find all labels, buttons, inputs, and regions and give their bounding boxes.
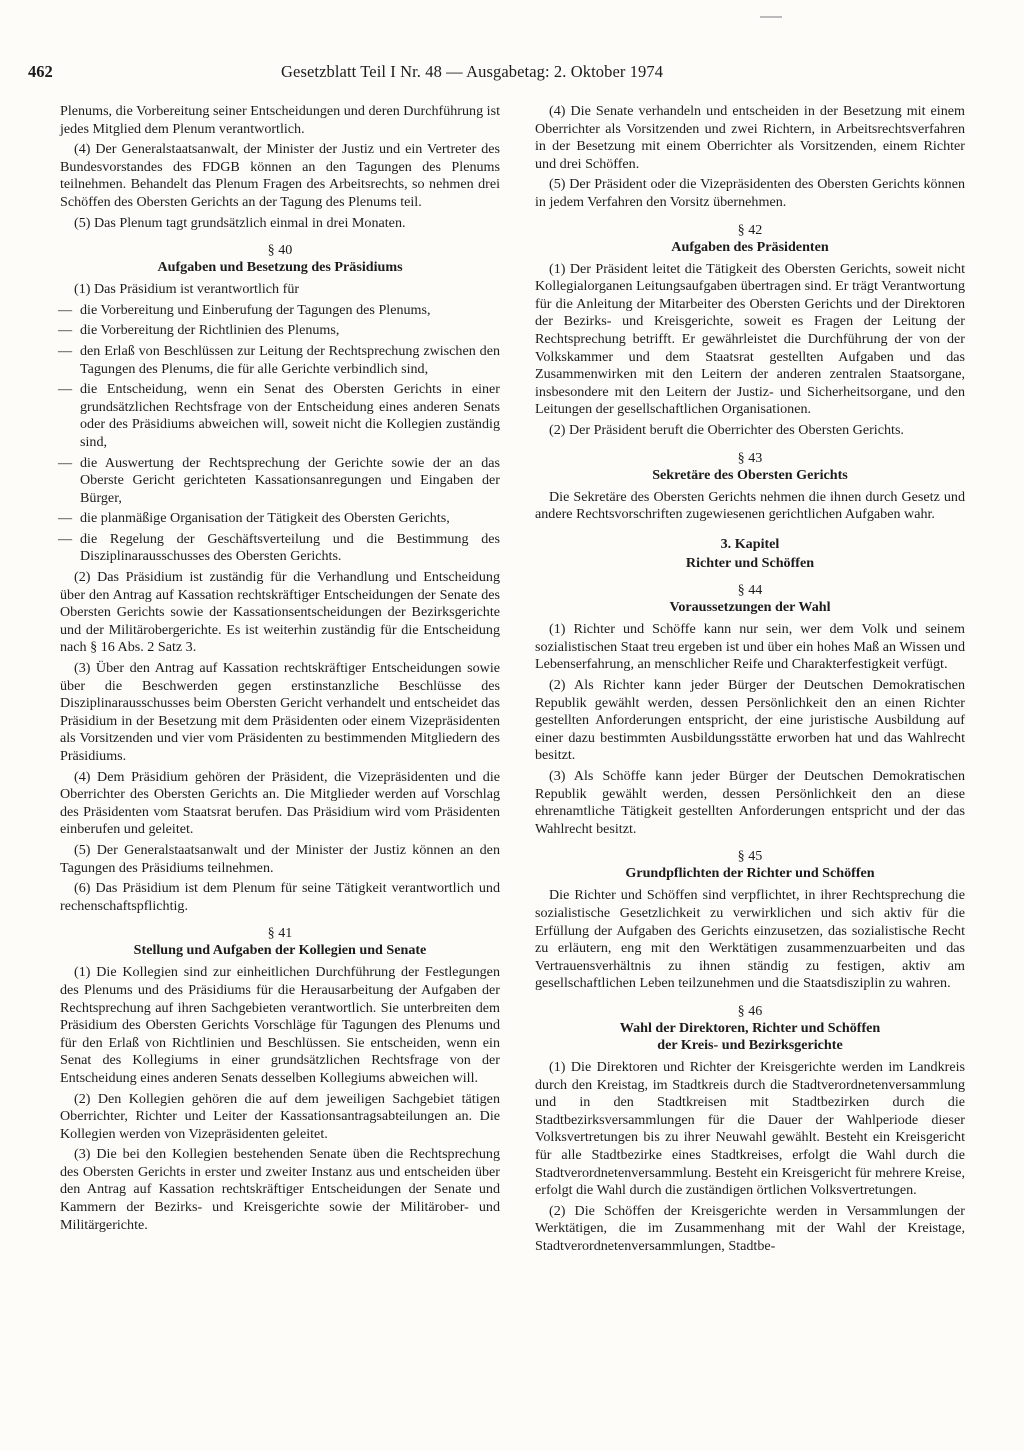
section-title-continued: der Kreis- und Bezirksgerichte [657,1036,843,1053]
section-title: Wahl der Direktoren, Richter und Schöffen [619,1019,881,1036]
dash-marker: — [58,322,73,339]
paragraph: (2) Das Präsidium ist zuständig für die Verhandlung und Entscheidung über den Antrag auf Kassation rechtskräftiger Entscheidungen der Senate des Obersten Gerichts sowie der Kassationsentscheidungen der Bezirksgerichte und der Militärobergerichte. Es ist weiterhin zuständig für die Entscheidung nach § 16 Abs. 2 Satz 3. [60,569,500,656]
section-title: Aufgaben des Präsidenten [671,238,829,255]
list-item [60,343,500,378]
paragraph: (2) Als Richter kann jeder Bürger der Deutschen Demokratischen Republik gewählt werden, dessen Persönlichkeit den an einen Richter gestellten Anforderungen entspricht, der eine juristische Ausbildung auf einer dazu bestimmten Ausbildungsstätte erworben hat und das Wahlrecht besitzt. [535,677,965,764]
list-item [60,322,500,340]
section-number: § 44 [737,582,763,599]
section-title: Voraussetzungen der Wahl [669,599,831,616]
section-title: Stellung und Aufgaben der Kollegien und Senate [133,942,427,959]
dash-marker: — [58,381,73,398]
dash-marker: — [58,301,73,318]
paragraph: Die Richter und Schöffen sind verpflichtet, in ihrer Rechtsprechung die sozialistische Gesetzlichkeit zu verwirklichen und sich aktiv für die Erfüllung der Aufgaben des Gerichts einzusetzen, das sozialistische Recht zu erläutern, eng mit den Werktätigen zusammenzuarbeiten und das Vertrauensverhältnis zu ihnen ständig zu festigen, aktiv am gesellschaftlichen Leben teilzunehmen und die Staatsdisziplin zu wahren. [535,887,965,992]
paragraph: (1) Richter und Schöffe kann nur sein, wer dem Volk und seinem sozialistischen Staat treu ergeben ist und über ein hohes Maß an Wissen und Lebenserfahrung, an menschlicher Reife und Charakterfestigkeit verfügt. [535,621,965,673]
paragraph: Die Sekretäre des Obersten Gerichts nehmen die ihnen durch Gesetz und andere Rechtsvorschriften zugewiesenen gerichtlichen Aufgaben wahr. [535,488,965,523]
paragraph: (5) Das Plenum tagt grundsätzlich einmal in drei Monaten. [74,214,406,231]
left-column [60,103,500,1237]
section-title: Sekretäre des Obersten Gerichts [652,466,848,483]
header-title: Gesetzblatt Teil I Nr. 48 — Ausgabetag: 2. Oktober 1974 [281,62,664,81]
paragraph: (4) Die Senate verhandeln und entscheiden in der Besetzung mit einem Oberrichter als Vorsitzenden und zwei Richtern, in Arbeitsrechtsverfahren in der Besetzung mit einem Oberrichter als Vorsitzenden, einem Richter und drei Schöffen. [535,103,965,172]
dash-marker: — [58,530,73,547]
dash-marker: — [58,510,73,527]
section-number: § 42 [737,221,763,238]
chapter-number: 3. Kapitel [720,535,780,552]
list-item [60,455,500,508]
list-item [60,531,500,566]
paragraph: (3) Als Schöffe kann jeder Bürger der Deutschen Demokratischen Republik gewählt werden, dessen Persönlichkeit den an diese ehrenamtliche Tätigkeit gestellten Anforderungen entspricht und der das Wahlrecht besitzt. [535,768,965,837]
section-number: § 41 [267,925,293,942]
paragraph: (3) Die bei den Kollegien bestehenden Senate üben die Rechtsprechung des Obersten Gerichts in erster und zweiter Instanz aus und entscheiden über den Antrag auf Kassation rechtskräftiger Entscheidungen der Senate und Kammern der Bezirks- und Kreisgerichte sowie der Militärober- und Militärgerichte. [60,1146,500,1233]
list-item [60,510,500,528]
paragraph: (2) Die Schöffen der Kreisgerichte werden in Versammlungen der Werktätigen, die im Zusammenhang mit der Wahl der Kreistage, Stadtverordnetenversammlungen, Stadtbe- [535,1202,965,1254]
paragraph: (4) Der Generalstaatsanwalt, der Minister der Justiz und ein Vertreter des Bundesvorstandes des FDGB können an den Tagungen des Plenums teilnehmen. Behandelt das Plenum Fragen des Arbeitsrechts, so nehmen drei Schöffen des Obersten Gerichts an der Tagung des Plenums teil. [60,141,500,210]
section-number: § 40 [267,242,293,259]
page-number: 462 [28,62,53,81]
list-item-text: die Vorbereitung der Richtlinien des Plenums, [80,322,340,339]
dash-marker: — [58,454,73,471]
list-item-text: die Vorbereitung und Einberufung der Tagungen des Plenums, [80,301,431,318]
paragraph: (4) Dem Präsidium gehören der Präsident, die Vizepräsidenten und die Oberrichter des Obersten Gerichts an. Die Mitglieder werden auf Vorschlag des Präsidenten vom Staatsrat berufen. Das Präsidium wird vom Präsidenten einberufen und geleitet. [60,768,500,838]
section-number: § 46 [737,1002,763,1019]
paragraph: (3) Über den Antrag auf Kassation rechtskräftiger Entscheidungen sowie über die Beschwerden gegen erstinstanzliche Beschlüsse des Disziplinarausschusses beim Obersten Gericht verhandelt und entscheidet das Präsidium in der Besetzung mit dem Präsidenten oder einem Vizepräsidenten als Vorsitzenden und vier vom Präsidenten zu bestimmenden Mitgliedern des Präsidiums. [60,660,500,764]
right-column [535,103,965,1259]
list-item-text: den Erlaß von Beschlüssen zur Leitung der Rechtsprechung zwischen den Tagungen des Plenums, die für alle Gerichte verbindlich sind, [80,342,500,377]
dash-marker: — [58,342,73,359]
paragraph: Plenums, die Vorbereitung seiner Entscheidungen und deren Durchführung ist jedes Mitglied dem Plenum verantwortlich. [60,103,500,137]
paragraph: (6) Das Präsidium ist dem Plenum für seine Tätigkeit verantwortlich und rechenschaftspflichtig. [60,880,500,914]
section-title: Grundpflichten der Richter und Schöffen [625,865,875,882]
list-item [60,381,500,451]
list-item [60,302,500,320]
paragraph: (2) Den Kollegien gehören die auf dem jeweiligen Sachgebiet tätigen Oberrichter, Richter und Leiter der Kassationsantragsabteilungen an. Die Kollegien werden von Vizepräsidenten geleitet. [60,1090,500,1142]
paragraph: (5) Der Generalstaatsanwalt und der Minister der Justiz können an den Tagungen des Präsidiums teilnehmen. [60,841,500,876]
section-title: Aufgaben und Besetzung des Präsidiums [157,259,403,276]
paragraph: (1) Der Präsident leitet die Tätigkeit des Obersten Gerichts, soweit nicht Kollegialorganen Leitungsaufgaben übertragen sind. Er trägt Verantwortung für die Anleitung der Mitarbeiter des Obersten Gerichts und der Direktoren der Bezirks- und Kreisgerichte, soweit es Fragen der Leitung der Rechtsprechung betrifft. Er gewährleistet die Durchführung der von der Volkskammer und dem Staatsrat gestellten Aufgaben und das Zusammenwirken mit den Leitern der anderen zentralen Staatsorgane, insbesondere mit den Leitern der Justiz- und Sicherheitsorgane, und den Leitungen der gesellschaftlichen Organisationen. [535,260,965,418]
section-number: § 45 [737,848,763,865]
paragraph: (1) Die Kollegien sind zur einheitlichen Durchführung der Festlegungen des Plenums und des Präsidiums für die Herausarbeitung der Aufgaben der Rechtsprechung auf ihren Sachgebieten verantwortlich. Sie unterbreiten dem Präsidium des Obersten Gerichts Vorschläge für Tagungen des Plenums und für den Erlaß von Richtlinien und Beschlüssen. Sie entscheiden, wenn ein Senat des Kollegiums in einer grundsätzlichen Rechtsfrage von der Entscheidung eines anderen Senats desselben Kollegiums abweichen will. [60,964,500,1086]
list-item-text: die planmäßige Organisation der Tätigkeit des Obersten Gerichts, [80,510,450,527]
list-item-text: die Entscheidung, wenn ein Senat des Obersten Gerichts in einer grundsätzlichen Rechtsfrage von der Entscheidung eines anderen Senats oder des Präsidiums abweichen will, soweit nicht die Kollegien zuständig sind, [80,381,500,450]
paragraph: (1) Das Präsidium ist verantwortlich für [74,281,300,298]
list-item-text: die Regelung der Geschäftsverteilung und die Bestimmung des Disziplinarausschusses des Obersten Gerichts. [80,530,500,565]
paragraph: (5) Der Präsident oder die Vizepräsidenten des Obersten Gerichts können in jedem Verfahren den Vorsitz übernehmen. [535,176,965,210]
chapter-title: Richter und Schöffen [685,555,815,572]
list-item-text: die Auswertung der Rechtsprechung der Gerichte sowie der an das Oberste Gericht gerichteten Kassationsanregungen und Eingaben der Bürger, [80,454,500,506]
section-number: § 43 [737,449,763,466]
scan-mark [760,16,782,18]
paragraph: (2) Der Präsident beruft die Oberrichter des Obersten Gerichts. [549,421,904,438]
page-header [28,62,978,86]
paragraph: (1) Die Direktoren und Richter der Kreisgerichte werden im Landkreis durch den Kreistag, im Stadtkreis durch die Stadtverordnetenversammlung und in den Stadtkreisen mit Stadtbezirken durch die Stadtbezirksversammlungen für die Dauer der Wahlperiode dieser Volksvertretungen bis zu ihrer Neuwahl gewählt. Besteht ein Kreisgericht für alle Stadtbezirke eines Stadtkreises, erfolgt die Wahl durch die Stadtverordnetenversammlung. Besteht ein Kreisgericht für mehrere Kreise, erfolgt die Wahl durch die zuständigen örtlichen Volksvertretungen. [535,1058,965,1199]
